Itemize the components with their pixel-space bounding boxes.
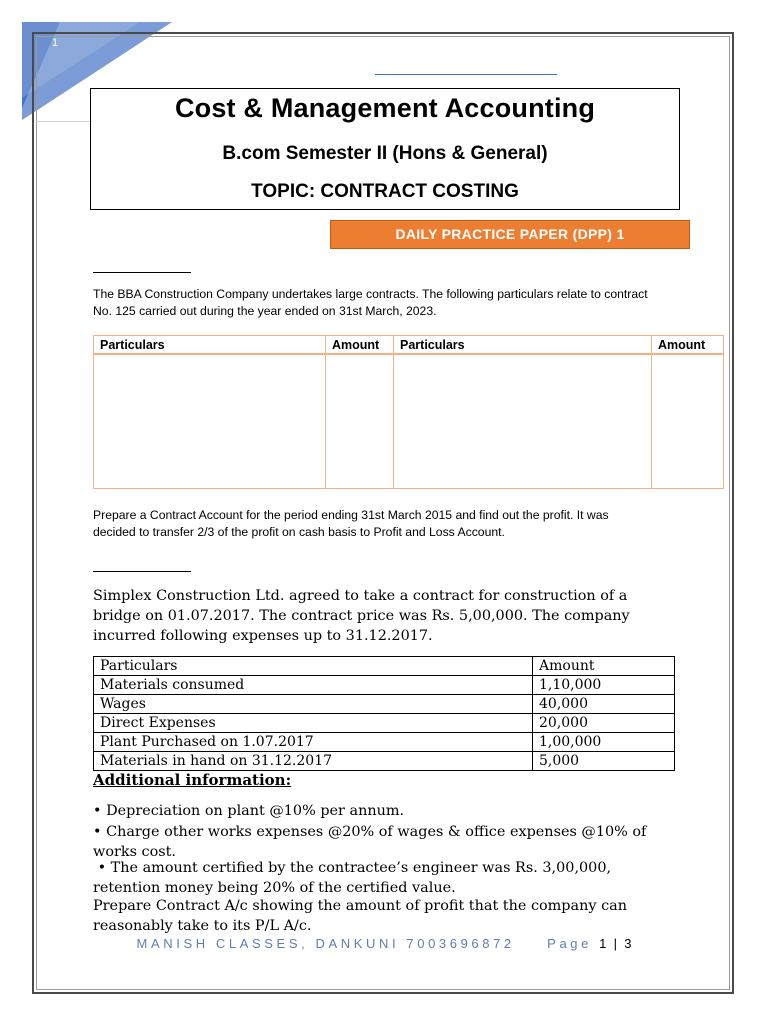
table-row: [94, 676, 675, 695]
question-1-text: The BBA Construction Company undertakes large contracts. The following particulars relate to contract No. 125 carried out during the year ended on 31st March, 2023.: [93, 287, 648, 318]
footer: [0, 936, 768, 951]
table-cell: 20,000: [533, 714, 675, 733]
footer-page-total: 3: [624, 936, 632, 951]
table-cell: Particulars: [94, 657, 533, 676]
page-number: 1: [52, 37, 59, 49]
closing-instruction: Prepare Contract A/c showing the amount of profit that the company can reasonably take to its P/L A/c.: [93, 898, 627, 934]
table-row: [94, 752, 675, 771]
table-cell: 5,000: [533, 752, 675, 771]
table-cell: Wages: [94, 695, 533, 714]
table-row: [94, 733, 675, 752]
header-rule: [36, 121, 92, 122]
header-line: [375, 74, 557, 75]
table-cell: 1,00,000: [533, 733, 675, 752]
table-header-particulars: Particulars: [94, 336, 326, 355]
table-cell: 1,10,000: [533, 676, 675, 695]
table-cell: Amount: [533, 657, 675, 676]
table-header-particulars: Particulars: [394, 336, 652, 355]
table-cell: [94, 354, 326, 489]
title-box: [90, 88, 680, 210]
footer-org: MANISH CLASSES, DANKUNI 7003696872: [136, 936, 515, 951]
footer-page-current: 1: [599, 936, 607, 951]
table-cell: [394, 354, 652, 489]
contract-account-table: [93, 335, 724, 489]
table-cell: 40,000: [533, 695, 675, 714]
page-subtitle: B.com Semester II (Hons & General): [222, 143, 548, 164]
page-title: Cost & Management Accounting: [174, 93, 596, 123]
table-cell: Plant Purchased on 1.07.2017: [94, 733, 533, 752]
bullet-item: • The amount certified by the contractee’s engineer was Rs. 3,00,000, retention money being 20% of the certified value.: [93, 860, 616, 896]
table-cell: Materials in hand on 31.12.2017: [94, 752, 533, 771]
table-row: [94, 695, 675, 714]
expenses-table: [93, 656, 675, 771]
question-2-underline: [93, 571, 191, 572]
footer-page-separator: |: [613, 936, 617, 951]
table-cell: [652, 354, 724, 489]
bullet-item: • Charge other works expenses @20% of wages & office expenses @10% of works cost.: [93, 824, 647, 860]
table-cell: Direct Expenses: [94, 714, 533, 733]
question-1-underline: [93, 272, 191, 273]
table-cell: [326, 354, 394, 489]
topic-heading: TOPIC: CONTRACT COSTING: [251, 181, 519, 202]
question-2-text: Simplex Construction Ltd. agreed to take a contract for construction of a bridge on 01.07.2017. The contract price was Rs. 5,00,000. The company incurred following expenses up to 31.12.2017.: [93, 588, 630, 644]
bullet-item: • Depreciation on plant @10% per annum.: [93, 803, 405, 819]
table-row: [94, 657, 675, 676]
additional-info-heading: Additional information:: [93, 771, 292, 789]
dpp-badge: DAILY PRACTICE PAPER (DPP) 1: [330, 220, 690, 249]
table-cell: Materials consumed: [94, 676, 533, 695]
table-header-amount: Amount: [652, 336, 724, 355]
table-header-amount: Amount: [326, 336, 394, 355]
footer-page-label: Page: [547, 936, 592, 951]
table-row: [94, 714, 675, 733]
question-1-instruction: Prepare a Contract Account for the period ending 31st March 2015 and find out the profit. It was decided to transfer 2/3 of the profit on cash basis to Profit and Loss Account.: [93, 508, 609, 539]
